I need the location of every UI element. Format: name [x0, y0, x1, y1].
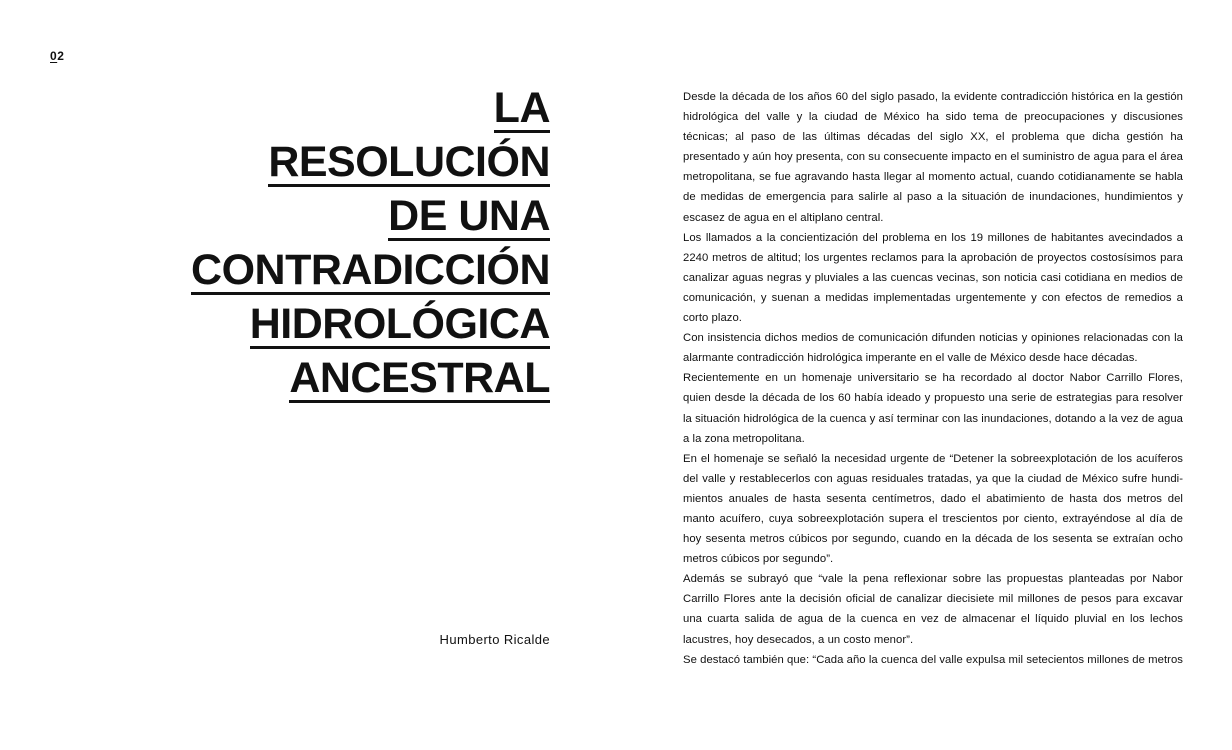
title-line-2 — [80, 140, 550, 194]
title-line-5 — [80, 302, 550, 356]
title-text-3: DE UNA — [388, 192, 550, 240]
page-number — [50, 49, 64, 63]
title-line-6 — [80, 356, 550, 410]
title-line-4 — [80, 248, 550, 302]
article-title — [80, 86, 550, 410]
title-line-1 — [80, 86, 550, 140]
body-paragraph-2: Los llamados a la concientización del problema en los 19 millones de habitantes avecindados a 2240 metros de altitud; los urgentes reclamos para la aprobación de proyectos costosísimos para canalizar aguas negras y pluviales a las cuencas vecinas, son noticia casi cotidiana en medios de comunicación, y suenan a medidas implementadas urgentemente y con efectos de remedios a corto plazo. — [683, 231, 1183, 325]
title-line-3 — [80, 194, 550, 248]
title-text-5: HIDROLÓGICA — [249, 300, 550, 348]
body-paragraph-1: Desde la década de los años 60 del siglo pasado, la evidente contradicción histórica en la gestión hidrológica del valle y la ciudad de México ha sido tema de preocupaciones y discusiones técnicas; al paso de las últimas décadas del siglo XX, el problema que dicha gestión ha presentado y aún hoy presenta, con su consecuente impacto en el suministro de agua para el área metropolitana, se fue agravando hasta llegar al momento actual, cuando cotidianamente se habla de medidas de emergencia para salirle al paso a la situación de inundaciones, hundimientos y escasez de agua en el altiplano central. — [683, 91, 1183, 224]
body-paragraph-7: Se destacó también que: “Cada año la cuenca del valle expulsa mil setecientos millones de metros — [683, 653, 1183, 666]
title-text-1: LA — [493, 84, 550, 132]
article-body — [683, 87, 1183, 670]
body-paragraph-3: Con insistencia dichos medios de comunicación difunden noticias y opiniones relacionadas con la alarmante contradicción hidrológica imperante en el valle de México desde hace décadas. — [683, 332, 1183, 365]
page-number-first-digit: 0 — [50, 49, 58, 63]
page-number-second-digit: 2 — [57, 49, 65, 63]
body-paragraph-4: Recientemente en un homenaje universitario se ha recordado al doctor Nabor Carrillo Flores, quien desde la década de los 60 había ideado y propuesto una serie de estrategias para resolver la situación hidrológica de la cuenca y así terminar con las inundaciones, dotando a la vez de agua a la zona metropolitana. — [683, 372, 1183, 445]
body-paragraph-5: En el homenaje se señaló la necesidad urgente de “Detener la sobreexplotación de los acuíferos del valle y restablecerlos con aguas residuales tratadas, ya que la ciudad de México sufre hundimientos anuales de hasta sesenta centímetros, dado el abatimiento de hasta dos metros del manto acuífero, cuya sobreexplotación supera el trescientos por ciento, extrayéndose al día de hoy sesenta metros cúbicos por segundo, cuando en la década de los sesenta se extraían ocho metros cúbicos por segundo”. — [683, 452, 1183, 566]
title-text-2: RESOLUCIÓN — [268, 138, 550, 186]
body-paragraph-6: Además se subrayó que “vale la pena reflexionar sobre las propuestas planteadas por Nabor Carrillo Flores ante la decisión oficial de canalizar diecisiete mil millones de pesos para excavar una cuarta salida de agua de la cuenca en vez de almacenar el líquido pluvial en los lechos lacustres, hoy desecados, a un costo menor”. — [683, 573, 1183, 646]
title-text-4: CONTRADICCIÓN — [191, 246, 550, 294]
author-name: Humberto Ricalde — [439, 632, 550, 647]
title-text-6: ANCESTRAL — [289, 354, 550, 402]
